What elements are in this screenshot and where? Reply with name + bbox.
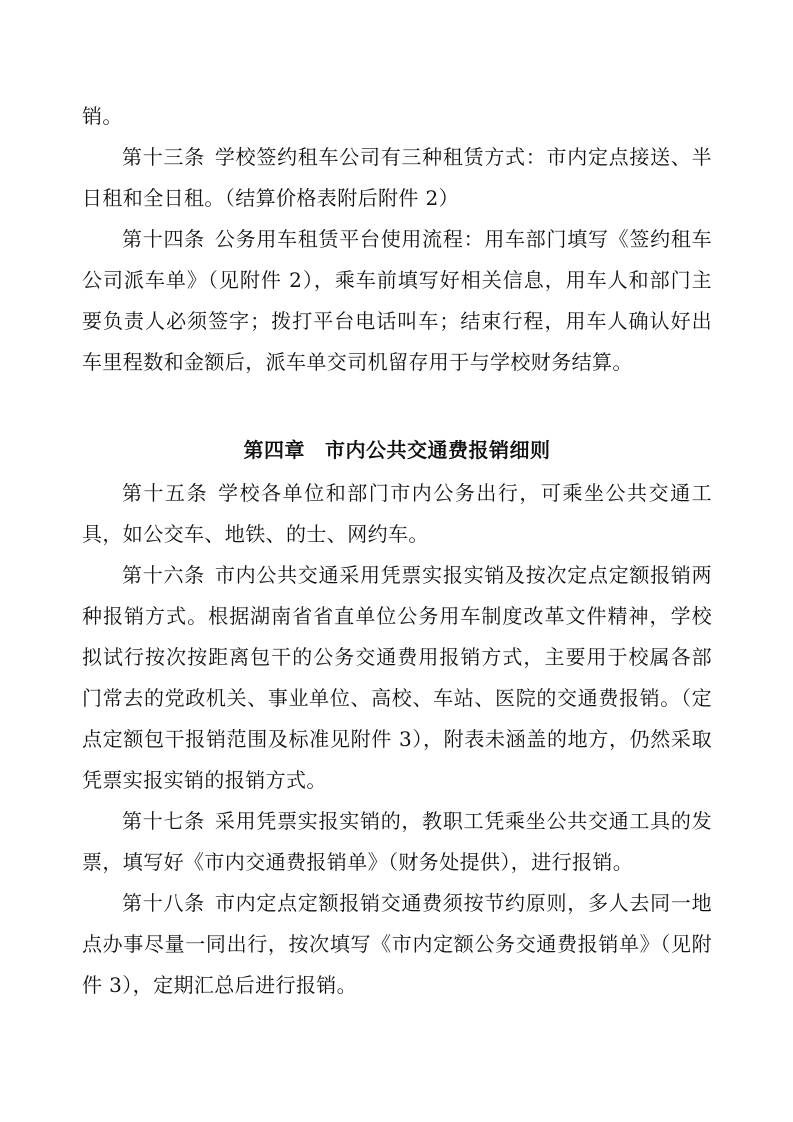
article-text: 公务用车租赁平台使用流程：用车部门填写《签约租车公司派车单》（见附件 2），乘车前填写好相关信息，用车人和部门主要负责人必须签字；拨打平台电话叫车；结束行程，用车人确认好出车里程数和金额后，派车单交司机留存用于与学校财务结算。 bbox=[82, 227, 712, 374]
body-section-top bbox=[82, 96, 712, 383]
article-number: 第十五条 bbox=[122, 481, 209, 505]
article-16 bbox=[82, 555, 712, 801]
body-section-bottom bbox=[82, 473, 712, 1006]
article-14 bbox=[82, 219, 712, 383]
article-15 bbox=[82, 473, 712, 555]
article-number: 第十八条 bbox=[122, 891, 205, 915]
article-text: 学校各单位和部门市内公务出行，可乘坐公共交通工具，如公交车、地铁、的士、网约车。 bbox=[82, 481, 712, 546]
article-number: 第十六条 bbox=[122, 563, 205, 587]
chapter-number: 第四章 bbox=[243, 438, 305, 462]
article-text: 市内定点定额报销交通费须按节约原则，多人去同一地点办事尽量一同出行，按次填写《市内定额公务交通费报销单》（见附件 3），定期汇总后进行报销。 bbox=[82, 891, 712, 997]
article-number: 第十四条 bbox=[122, 227, 205, 251]
chapter-title: 市内公共交通费报销细则 bbox=[325, 438, 551, 462]
article-17 bbox=[82, 801, 712, 883]
article-18 bbox=[82, 883, 712, 1006]
article-text: 学校签约租车公司有三种租赁方式：市内定点接送、半日租和全日租。（结算价格表附后附件 2） bbox=[82, 145, 712, 210]
article-text: 市内公共交通采用凭票实报实销及按次定点定额报销两种报销方式。根据湖南省省直单位公务用车制度改革文件精神，学校拟试行按次按距离包干的公务交通费用报销方式，主要用于校属各部门常去的党政机关、事业单位、高校、车站、医院的交通费报销。（定点定额包干报销范围及标准见附件 3），附表未涵盖的地方，仍然采取凭票实报实销的报销方式。 bbox=[82, 563, 712, 792]
article-number: 第十三条 bbox=[122, 145, 205, 169]
article-13 bbox=[82, 137, 712, 219]
continued-fragment: 销。 bbox=[82, 104, 123, 128]
article-text: 采用凭票实报实销的，教职工凭乘坐公共交通工具的发票，填写好《市内交通费报销单》（财务处提供），进行报销。 bbox=[82, 809, 712, 874]
chapter-heading bbox=[82, 430, 712, 471]
article-number: 第十七条 bbox=[122, 809, 205, 833]
